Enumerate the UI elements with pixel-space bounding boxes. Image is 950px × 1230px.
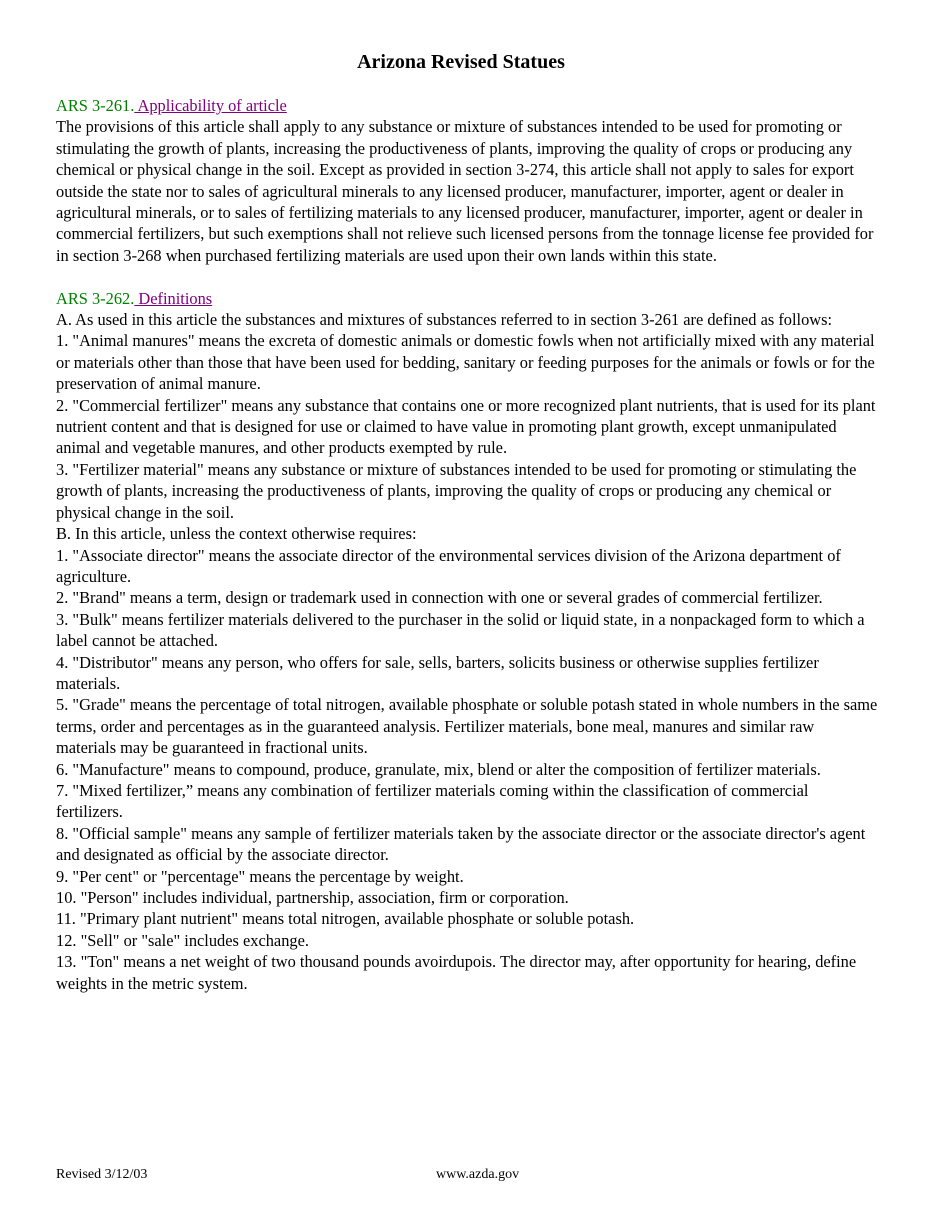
section-title-link[interactable]: Definitions	[134, 288, 213, 308]
definition-item: 5. "Grade" means the percentage of total nitrogen, available phosphate or soluble potash stated in whole numbers in the same terms, order and percentages as in the guaranteed analysis. Fertilizer materials, bone meal, manures and similar raw materials may be guaranteed in fractional units.	[56, 695, 878, 758]
definition-item: 10. "Person" includes individual, partnership, association, firm or corporation.	[56, 888, 569, 908]
section-heading	[56, 95, 878, 116]
definition-item: 1. "Associate director" means the associate director of the environmental services division of the Arizona department of agriculture.	[56, 545, 841, 586]
subsection-b-intro: B. In this article, unless the context otherwise requires:	[56, 524, 417, 544]
section-3-262	[56, 288, 878, 994]
footer-website: www.azda.gov	[436, 1167, 520, 1182]
definition-item: 3. "Bulk" means fertilizer materials delivered to the purchaser in the solid or liquid state, in a nonpackaged form to which a label cannot be attached.	[56, 609, 865, 651]
definition-item: 1. "Animal manures" means the excreta of domestic animals or domestic fowls when not artificially mixed with any material or materials other than those that have been used for bedding, sanitary or feeding purposes for the animals or fowls or for the preservation of animal manure.	[56, 331, 875, 394]
section-title-link[interactable]: Applicability of article	[134, 96, 287, 115]
definition-item: 4. "Distributor" means any person, who offers for sale, sells, barters, solicits business or otherwise supplies fertilizer materials.	[56, 652, 819, 693]
footer-revised-date: Revised 3/12/03	[56, 1167, 148, 1182]
section-number: ARS 3-262.	[56, 288, 135, 308]
definition-item: 7. "Mixed fertilizer,” means any combination of fertilizer materials coming within the classification of commercial fertilizers.	[56, 780, 809, 822]
subsection-a-intro: A. As used in this article the substances and mixtures of substances referred to in section 3-261 are defined as follows:	[56, 310, 833, 330]
document-body	[56, 95, 878, 994]
definition-item: 2. "Commercial fertilizer" means any substance that contains one or more recognized plant nutrients, that is used for its plant nutrient content and that is designed for use or claimed to have value in promoting plant growth, except unmanipulated animal and vegetable manures, and other products exempted by rule.	[56, 395, 876, 458]
definition-item: 2. "Brand" means a term, design or trademark used in connection with one or several grades of commercial fertilizer.	[56, 588, 823, 608]
page-title: Arizona Revised Statues	[357, 51, 565, 73]
definition-item: 13. "Ton" means a net weight of two thousand pounds avoirdupois. The director may, after opportunity for hearing, define weights in the metric system.	[56, 952, 857, 993]
definition-item: 9. "Per cent" or "percentage" means the percentage by weight.	[56, 866, 464, 886]
section-heading	[56, 288, 878, 309]
definition-item: 11. "Primary plant nutrient" means total nitrogen, available phosphate or soluble potash.	[56, 909, 635, 929]
definition-item: 3. "Fertilizer material" means any substance or mixture of substances intended to be used for promoting or stimulating the growth of plants, increasing the productiveness of plants, improving the quality of crops or producing any chemical or physical change in the soil.	[56, 459, 857, 522]
definition-item: 8. "Official sample" means any sample of fertilizer materials taken by the associate director or the associate director's agent and designated as official by the associate director.	[56, 823, 866, 865]
definition-item: 12. "Sell" or "sale" includes exchange.	[56, 930, 309, 950]
definition-item: 6. "Manufacture" means to compound, produce, granulate, mix, blend or alter the composition of fertilizer materials.	[56, 759, 821, 779]
section-3-261	[56, 95, 878, 266]
section-body: The provisions of this article shall apply to any substance or mixture of substances intended to be used for promoting or stimulating the growth of plants, increasing the productiveness of plants, improving the quality of crops or producing any chemical or physical change in the soil. Except as provided in section 3-274, this article shall not apply to sales for export outside the state nor to sales of agricultural minerals to any licensed producer, manufacturer, importer, agent or dealer in agricultural minerals, or to sales of fertilizing materials to any licensed producer, manufacturer, importer, agent or dealer in commercial fertilizers, but such exemptions shall not relieve such licensed persons from the tonnage license fee provided for in section 3-268 when purchased fertilizing materials are used upon their own lands within this state.	[56, 117, 874, 265]
section-number: ARS 3-261.	[56, 96, 135, 115]
